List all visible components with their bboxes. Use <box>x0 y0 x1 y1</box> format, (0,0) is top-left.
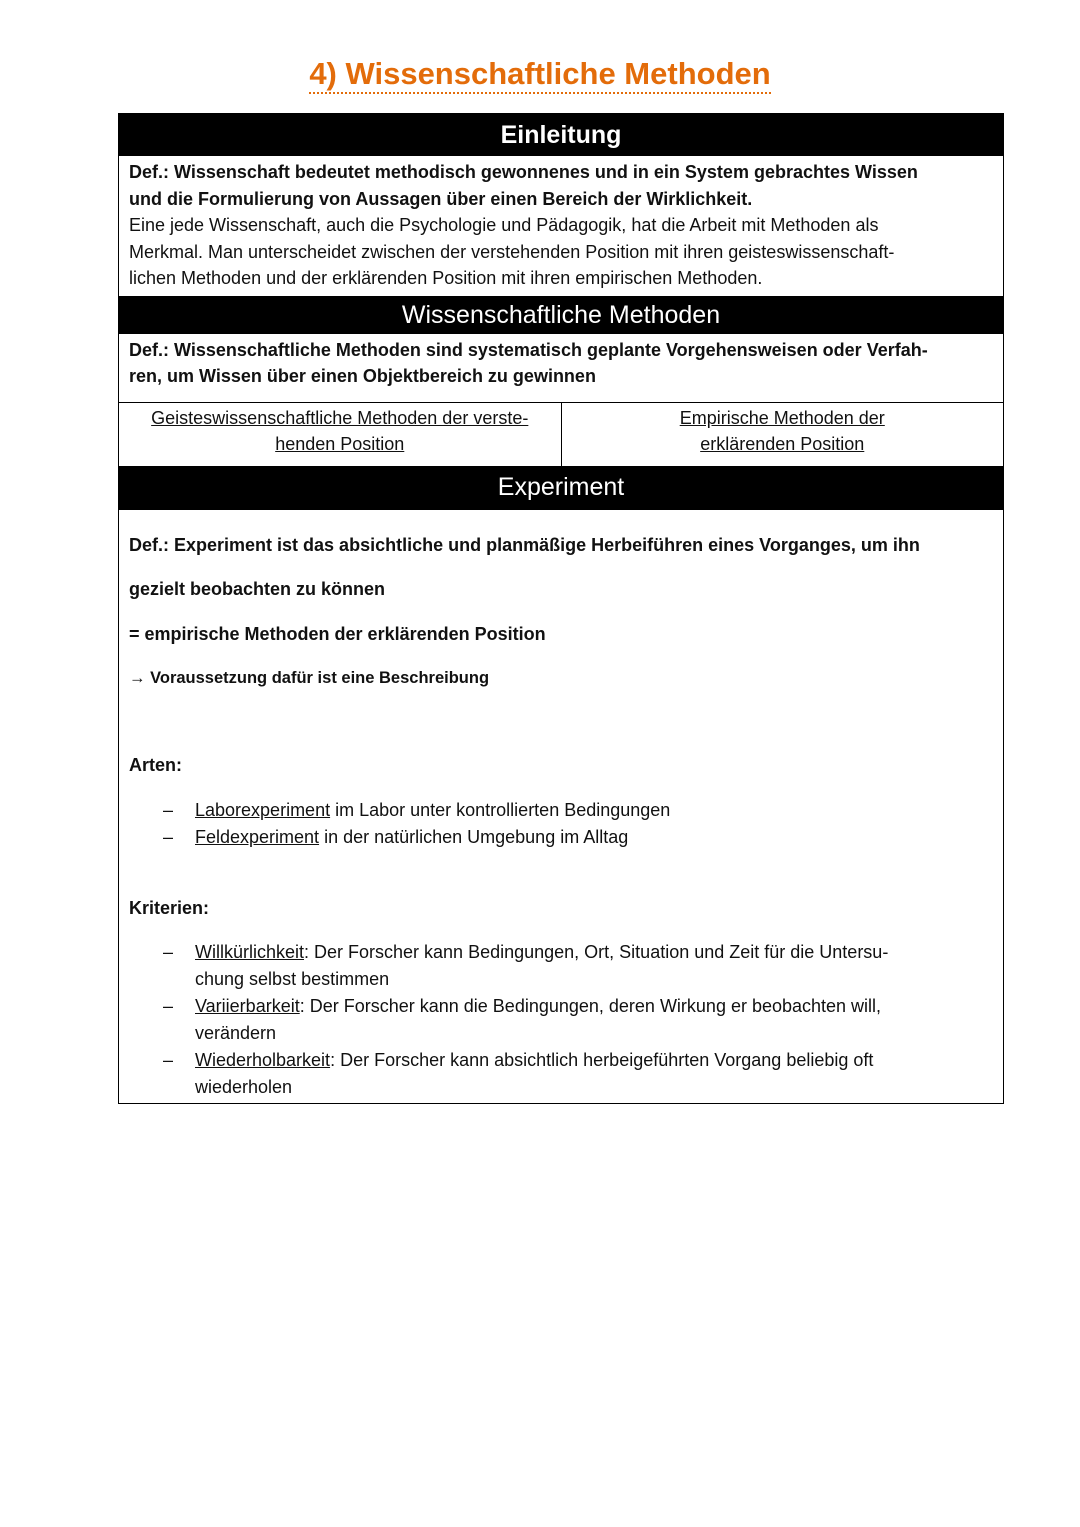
experiment-definition-line1: Def.: Experiment ist das absichtliche und planmäßige Herbeiführen eines Vorganges, um ihn <box>129 534 920 555</box>
methoden-definition-line2: ren, um Wissen über einen Objektbereich zu gewinnen <box>129 366 596 386</box>
list-item <box>163 824 993 851</box>
kriterium-text-cont: chung selbst bestimmen <box>195 969 390 989</box>
methoden-spacer <box>119 394 1003 402</box>
kriterium-text: : Der Forscher kann Bedingungen, Ort, Situation und Zeit für die Untersu- <box>304 942 889 962</box>
list-item <box>163 797 993 824</box>
kriterien-list <box>129 939 993 1101</box>
methoden-cell <box>119 334 1003 394</box>
kriterium-text-cont: verändern <box>195 1023 277 1043</box>
page-title <box>0 52 1080 96</box>
kriterien-heading: Kriterien: <box>129 897 210 918</box>
einleitung-definition-line2: und die Formulierung von Aussagen über einen Bereich der Wirklichkeit. <box>129 188 753 209</box>
experiment-cell <box>119 510 1003 1104</box>
kriterium-text: : Der Forscher kann absichtlich herbeigeführten Vorgang beliebig oft <box>330 1050 874 1070</box>
kriterium-text: : Der Forscher kann die Bedingungen, deren Wirkung er beobachten will, <box>299 996 882 1016</box>
arten-term: Laborexperiment <box>195 799 331 820</box>
col-empirisch <box>561 403 1004 466</box>
kriterium-term: Variierbarkeit <box>195 996 300 1016</box>
einleitung-cell <box>119 156 1003 296</box>
experiment-requirement-line <box>129 665 993 692</box>
list-item <box>163 993 993 1047</box>
experiment-equals-line: = empirische Methoden der erklärenden Position <box>129 623 546 644</box>
requirement-text: Voraussetzung dafür ist eine Beschreibung <box>150 669 490 687</box>
col-left-line2: henden Position <box>275 434 405 454</box>
section-header-einleitung: Einleitung <box>119 114 1003 156</box>
einleitung-text-line1: Eine jede Wissenschaft, auch die Psychologie und Pädagogik, hat die Arbeit mit Methoden als <box>129 215 879 235</box>
einleitung-text-line3: lichen Methoden und der erklärenden Position mit ihren empirischen Methoden. <box>129 268 763 288</box>
arten-text: im Labor unter kontrollierten Bedingungen <box>330 799 671 820</box>
methoden-columns <box>119 402 1003 466</box>
methoden-definition-line1: Def.: Wissenschaftliche Methoden sind systematisch geplante Vorgehensweisen oder Verfah- <box>129 339 928 360</box>
list-item <box>163 1047 993 1101</box>
arten-list <box>129 797 993 851</box>
arrow-right-icon: → <box>129 669 146 687</box>
section-header-experiment: Experiment <box>119 466 1003 510</box>
col-right-line2: erklärenden Position <box>700 434 865 454</box>
list-item <box>163 939 993 993</box>
arten-term: Feldexperiment <box>195 826 320 847</box>
kriterium-text-cont: wiederholen <box>195 1077 293 1097</box>
experiment-definition-line2: gezielt beobachten zu können <box>129 579 386 599</box>
kriterium-term: Willkürlichkeit <box>195 942 305 962</box>
arten-text: in der natürlichen Umgebung im Alltag <box>319 826 629 847</box>
col-geisteswissenschaftlich <box>119 403 561 466</box>
content-table <box>118 113 1004 1104</box>
section-header-methoden: Wissenschaftliche Methoden <box>119 296 1003 334</box>
einleitung-text-line2: Merkmal. Man unterscheidet zwischen der verstehenden Position mit ihren geisteswissenschaft- <box>129 241 895 262</box>
col-left-line1: Geisteswissenschaftliche Methoden der verste- <box>151 407 529 428</box>
einleitung-definition-line1: Def.: Wissenschaft bedeutet methodisch gewonnenes und in ein System gebrachtes Wissen <box>129 162 918 182</box>
page-title-text: 4) Wissenschaftliche Methoden <box>309 56 770 94</box>
kriterium-term: Wiederholbarkeit <box>195 1050 331 1070</box>
col-right-line1: Empirische Methoden der <box>679 407 885 428</box>
arten-heading: Arten: <box>129 755 182 775</box>
